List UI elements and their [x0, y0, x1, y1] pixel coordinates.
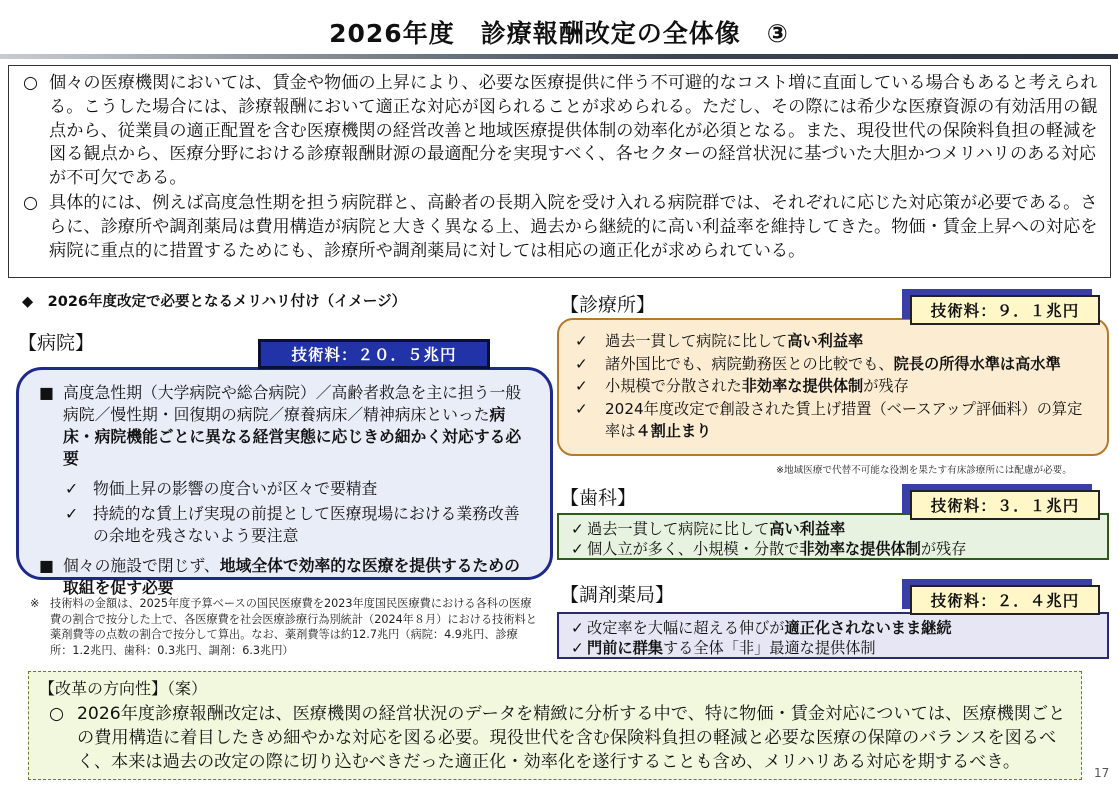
hospital-item-1-emphasis: 病床・病院機能ごとに異なる経営実態に応じきめ細かく対応する必要 — [63, 405, 522, 468]
clinic-check-3 — [573, 375, 1095, 398]
hospital-check-2 — [37, 503, 534, 547]
footnote — [30, 596, 540, 658]
hospital-check-1 — [37, 478, 534, 500]
dental-check-1-emphasis: 高い利益率 — [769, 520, 846, 538]
footnote-text: 技術料の金額は、2025年度予算ベースの国民医療費を2023年度国民医療費における各科の医療費の割合で按分した上で、各医療費を社会医療診療行為別統計（2024年８月）における技術料と薬剤費等の点数の割合で按分して算出。なお、薬剤費等は約12.7兆円（病院：4.9兆円、診療所：1.2兆円、歯科：0.3兆円、調剤：6.3兆円） — [50, 597, 537, 657]
dental-check-1 — [571, 519, 1095, 539]
square-bullet: ■ — [39, 556, 54, 575]
dental-box — [557, 513, 1109, 560]
check-icon: ✓ — [571, 639, 584, 657]
check-icon: ✓ — [575, 354, 588, 373]
title-underline — [0, 54, 1118, 59]
dental-check-2 — [571, 539, 1095, 559]
clinic-check-2-emphasis: 院長の所得水準は高水準 — [893, 354, 1061, 373]
intro-paragraph-2 — [23, 192, 1100, 263]
dental-check-2-emphasis: 非効率な提供体制 — [799, 540, 921, 558]
clinic-check-1-emphasis: 高い利益率 — [787, 332, 864, 350]
circle-bullet: ○ — [23, 192, 38, 213]
dental-label: 【歯科】 — [560, 487, 637, 509]
clinic-box — [557, 318, 1109, 456]
check-icon: ✓ — [571, 619, 584, 637]
clinic-small-note: ※地域医療で代替不可能な役割を果たす有床診療所には配慮が必要。 — [776, 465, 1072, 476]
pharmacy-check-1-emphasis: 適正化されないまま継続 — [784, 619, 952, 637]
pharmacy-tech-fee-badge: 技術料：２．４兆円 — [910, 585, 1100, 615]
page-number: 17 — [1094, 766, 1110, 780]
clinic-check-4-emphasis: ４割止まり — [635, 422, 712, 440]
hospital-item-2-emphasis: 地域全体で効率的な医療を提供するための取組を促す必要 — [63, 556, 520, 597]
circle-bullet: ○ — [49, 704, 64, 724]
pharmacy-label: 【調剤薬局】 — [560, 584, 675, 606]
section-heading: ◆ 2026年度改定で必要となるメリハリ付け（イメージ） — [22, 294, 407, 310]
reform-direction-heading: 【改革の方向性】（案） — [39, 679, 208, 698]
intro-text-2: 具体的には、例えば高度急性期を担う病院群と、高齢者の長期入院を受け入れる病院群では、それぞれに応じた対応策が必要である。さらに、診療所や調剤薬局は費用構造が病院と大きく異なる上、過去から継続的に高い利益率を維持してきた。物価・賃金上昇への対応を病院に重点的に措置するためにも、診療所や調剤薬局に対しては相応の適正化が求められている。 — [49, 192, 1098, 261]
check-icon: ✓ — [571, 540, 584, 558]
check-icon: ✓ — [575, 399, 588, 418]
clinic-check-4 — [573, 398, 1095, 443]
clinic-tech-fee-badge: 技術料：９．１兆円 — [910, 295, 1100, 325]
pharmacy-check-2 — [571, 638, 1095, 658]
dental-check-1-text: 過去一貫して病院に比して — [587, 520, 770, 538]
reform-direction-item — [39, 702, 1071, 774]
pharmacy-check-1 — [571, 618, 1095, 638]
hospital-check-1-text: 物価上昇の影響の度合いが区々で要精査 — [93, 479, 378, 498]
clinic-check-3-text: 小規模で分散された — [605, 377, 742, 395]
clinic-check-3-suffix: が残存 — [863, 377, 909, 395]
circle-bullet: ○ — [23, 73, 38, 93]
check-icon: ✓ — [65, 504, 79, 523]
clinic-check-2-text: 諸外国比でも、病院勤務医との比較でも、 — [605, 354, 894, 373]
hospital-item-2-text: 個々の施設で閉じず、 — [63, 556, 220, 575]
dental-check-2-text: 個人立が多く、小規模・分散で — [587, 540, 800, 558]
hospital-tech-fee-badge: 技術料：２０．５兆円 — [258, 339, 490, 369]
reform-direction-text: 2026年度診療報酬改定は、医療機関の経営状況のデータを精緻に分析する中で、特に物価・賃金対応については、医療機関ごとの費用構造に着目したきめ細やかな対応を図る必要。現役世代を含む保険料負担の軽減と必要な医療の保障のバランスを図るべく、本来は過去の改定の際に切り込むべきだった適正化・効率化を遂行することも含め、メリハリある対応を期するべき。 — [77, 704, 1066, 772]
pharmacy-check-2-text: する全体「非」最適な提供体制 — [662, 639, 876, 657]
page-title: 2026年度 診療報酬改定の全体像 ③ — [329, 19, 789, 48]
reform-direction-box — [28, 671, 1082, 780]
square-bullet: ■ — [39, 383, 54, 402]
intro-text-1: 個々の医療機関においては、賃金や物価の上昇により、必要な医療提供に伴う不可避的なコスト増に直面している場合もあると考えられる。こうした場合には、診療報酬において適正な対応が図られることが求められる。ただし、その際には希少な医療資源の有効活用の観点から、従業員の適正配置を含む医療機関の経営改善と地域医療提供体制の効率化が必須となる。また、現役世代の保険料負担の軽減を図る観点から、医療分野における診療報酬財源の最適配分を実現すべく、各セクターの経営状況に基づいた大胆かつメリハリのある対応が不可欠である。 — [49, 73, 1098, 189]
clinic-check-4-text: 2024年度改定で創設された賃上げ措置（ベースアップ評価料）の算定率は — [605, 399, 1083, 440]
clinic-check-1 — [573, 330, 1095, 353]
pharmacy-check-2-emphasis: 門前に群集 — [587, 639, 663, 657]
clinic-check-3-emphasis: 非効率な提供体制 — [741, 377, 864, 395]
hospital-label: 【病院】 — [18, 332, 95, 354]
clinic-label: 【診療所】 — [560, 294, 656, 316]
dental-tech-fee-badge: 技術料：３．１兆円 — [910, 490, 1100, 520]
pharmacy-box — [557, 612, 1109, 659]
check-icon: ✓ — [65, 479, 79, 498]
hospital-item-2 — [37, 555, 534, 599]
hospital-item-1-text: 高度急性期（大学病院や総合病院）／高齢者救急を主に担う一般病院／慢性期・回復期の病院／療養病床／精神病床といった — [63, 383, 522, 424]
clinic-check-1-text: 過去一貫して病院に比して — [605, 332, 788, 350]
check-icon: ✓ — [575, 377, 588, 395]
pharmacy-check-1-text: 改定率を大幅に超える伸びが — [587, 619, 785, 637]
hospital-item-1 — [37, 382, 534, 470]
check-icon: ✓ — [571, 520, 584, 538]
hospital-check-2-text: 持続的な賃上げ実現の前提として医療現場における業務改善の余地を残さないよう要注意 — [93, 504, 520, 545]
check-icon: ✓ — [575, 332, 588, 350]
clinic-check-2 — [573, 353, 1095, 376]
dental-check-2-suffix: が残存 — [920, 540, 967, 558]
intro-box — [8, 65, 1111, 278]
note-mark: ※ — [30, 597, 40, 610]
hospital-box — [16, 367, 553, 597]
intro-paragraph-1 — [23, 72, 1100, 191]
